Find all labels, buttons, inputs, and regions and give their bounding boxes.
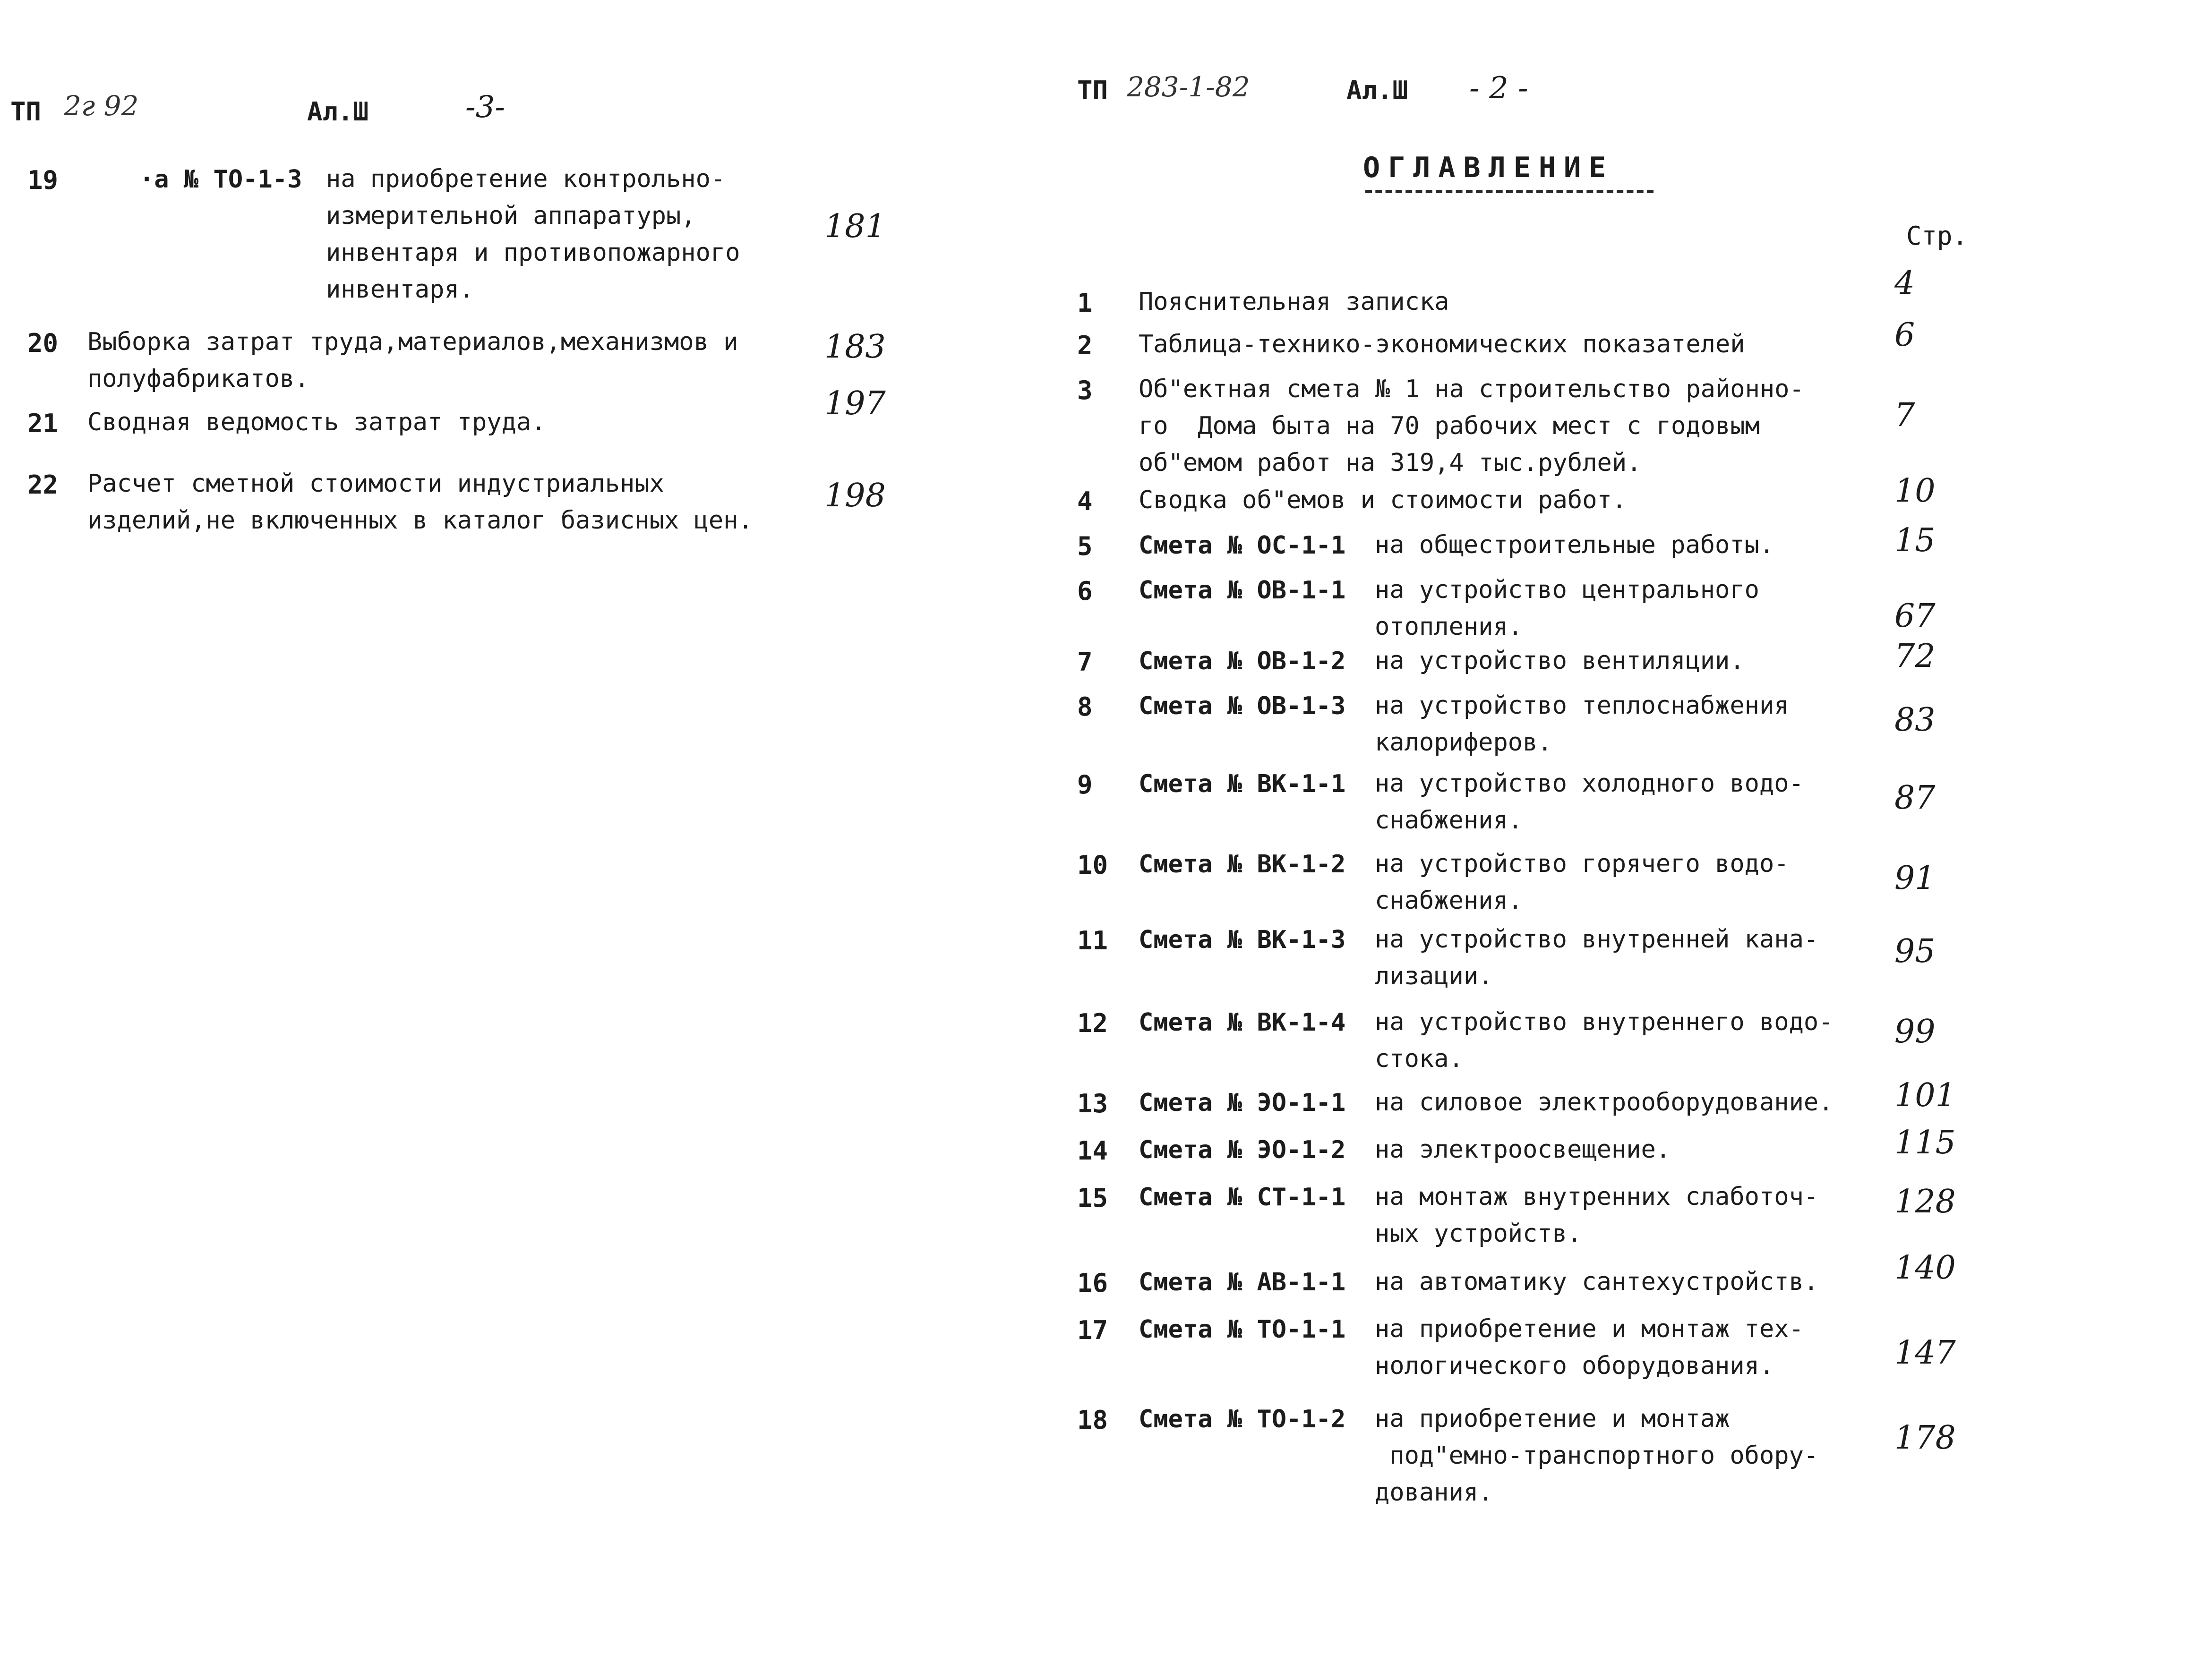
entry-code: ·а № ТО-1-3 — [139, 165, 302, 194]
entry-number: 3 — [1077, 375, 1093, 405]
entry-code: Смета № ОС-1-1 — [1139, 531, 1346, 560]
entry-text: Об"ектная смета № 1 на строительство районно- го Дома быта на 70 рабочих мест с годовым об"емом работ на 319,4 тыс.рублей. — [1139, 375, 1804, 477]
entry-text: Пояснительная записка — [1139, 288, 1449, 316]
entry-text: на устройство центрального отопления. — [1375, 576, 1759, 641]
entry-page: 128 — [1894, 1183, 1956, 1220]
entry-code: Смета № СТ-1-1 — [1139, 1183, 1346, 1211]
title-underline — [1365, 190, 1654, 193]
page-number: - 2 - — [1469, 71, 1528, 106]
entry-code: Смета № ТО-1-2 — [1139, 1405, 1346, 1433]
sheet-label: Ал.Ш — [1346, 76, 1408, 105]
entry-text: на монтаж внутренних слаботоч- ных устройств. — [1375, 1183, 1819, 1248]
entry-text: на устройство горячего водо- снабжения. — [1375, 850, 1789, 915]
entry-code: Смета № ВК-1-2 — [1139, 850, 1346, 878]
entry-page: 67 — [1894, 597, 1936, 635]
entry-text: на приобретение и монтаж под"емно-транспортного обору- дования. — [1375, 1405, 1819, 1507]
entry-page: 15 — [1894, 522, 1936, 559]
entry-text: Выборка затрат труда,материалов,механизмов и полуфабрикатов. — [87, 328, 738, 393]
entry-number: 9 — [1077, 770, 1093, 800]
entry-text: на автоматику сантехустройств. — [1375, 1268, 1819, 1296]
entry-page: 183 — [824, 328, 886, 366]
entry-code: Смета № ОВ-1-3 — [1139, 692, 1346, 720]
entry-text: на приобретение контрольно- измерительной аппаратуры, инвентаря и противопожарного инвентаря. — [326, 165, 740, 304]
entry-page: 95 — [1894, 933, 1936, 970]
entry-number: 1 — [1077, 288, 1093, 318]
entry-number: 2 — [1077, 331, 1093, 360]
entry-code: Смета № ОВ-1-1 — [1139, 576, 1346, 605]
entry-page: 140 — [1894, 1249, 1956, 1287]
entry-page: 6 — [1894, 316, 1915, 354]
entry-text: на устройство холодного водо- снабжения. — [1375, 769, 1804, 835]
entry-text: Сводная ведомость затрат труда. — [87, 408, 546, 436]
entry-code: Смета № ЭО-1-1 — [1139, 1089, 1346, 1117]
entry-number: 15 — [1077, 1183, 1108, 1213]
entry-code: Смета № ОВ-1-2 — [1139, 647, 1346, 675]
entry-page: 147 — [1894, 1334, 1956, 1372]
entry-code: Смета № АВ-1-1 — [1139, 1268, 1346, 1296]
entry-number: 18 — [1077, 1405, 1108, 1435]
contents-title: ОГЛАВЛЕНИЕ — [1363, 151, 1614, 184]
entry-text: на устройство теплоснабжения калориферов. — [1375, 691, 1789, 757]
entry-number: 8 — [1077, 692, 1093, 722]
entry-code: Смета № ВК-1-1 — [1139, 770, 1346, 798]
entry-page: 198 — [824, 477, 886, 514]
sheet-label: Ал.Ш — [307, 97, 369, 127]
entry-text: на устройство вентиляции. — [1375, 647, 1745, 675]
entry-number: 19 — [27, 165, 59, 195]
entry-page: 91 — [1894, 860, 1936, 897]
entry-number: 4 — [1077, 486, 1093, 516]
entry-number: 22 — [27, 470, 59, 500]
entry-text: на общестроительные работы. — [1375, 531, 1774, 559]
entry-number: 12 — [1077, 1008, 1108, 1038]
page-column-label: Стр. — [1906, 221, 1968, 251]
entry-page: 101 — [1894, 1077, 1956, 1114]
entry-number: 21 — [27, 409, 59, 438]
entry-page: 115 — [1894, 1124, 1956, 1161]
entry-code: Смета № ВК-1-4 — [1139, 1008, 1346, 1037]
entry-text: Сводка об"емов и стоимости работ. — [1139, 486, 1627, 514]
entry-page: 4 — [1894, 264, 1915, 302]
doc-code-handwritten: 283-1-82 — [1127, 71, 1250, 103]
entry-number: 5 — [1077, 531, 1093, 561]
entry-text: на устройство внутреннего водо- стока. — [1375, 1008, 1834, 1073]
entry-number: 13 — [1077, 1089, 1108, 1118]
entry-number: 7 — [1077, 647, 1093, 677]
entry-page: 72 — [1894, 638, 1936, 675]
entry-number: 14 — [1077, 1136, 1108, 1166]
right-page — [1049, 0, 2183, 1680]
entry-number: 20 — [27, 328, 59, 358]
entry-code: Смета № ТО-1-1 — [1139, 1315, 1346, 1344]
left-page — [0, 0, 945, 1680]
entry-page: 83 — [1894, 701, 1936, 739]
entry-text: на устройство внутренней кана- лизации. — [1375, 925, 1819, 990]
entry-page: 99 — [1894, 1013, 1936, 1050]
entry-number: 16 — [1077, 1268, 1108, 1298]
entry-page: 10 — [1894, 472, 1936, 510]
entry-page: 7 — [1894, 397, 1915, 434]
entry-text: Расчет сметной стоимости индустриальных изделий,не включенных в каталог базисных цен. — [87, 469, 753, 535]
entry-text: на электроосвещение. — [1375, 1135, 1671, 1164]
entry-page: 181 — [824, 208, 886, 245]
entry-page: 197 — [824, 385, 886, 422]
entry-code: Смета № ВК-1-3 — [1139, 926, 1346, 954]
doc-code: ТП — [10, 97, 42, 127]
doc-code-handwritten: 2г 92 — [64, 90, 139, 122]
entry-page: 87 — [1894, 779, 1936, 817]
doc-code: ТП — [1077, 76, 1108, 105]
entry-page: 178 — [1894, 1419, 1956, 1457]
entry-text: Таблица-технико-экономических показателей — [1139, 330, 1745, 358]
entry-text: на приобретение и монтаж тех- нологического оборудования. — [1375, 1315, 1804, 1380]
entry-code: Смета № ЭО-1-2 — [1139, 1136, 1346, 1164]
entry-number: 10 — [1077, 850, 1108, 880]
entry-number: 6 — [1077, 576, 1093, 606]
entry-text: на силовое электрооборудование. — [1375, 1088, 1834, 1117]
entry-number: 11 — [1077, 926, 1108, 955]
entry-number: 17 — [1077, 1315, 1108, 1345]
page-number: -3- — [465, 90, 505, 125]
